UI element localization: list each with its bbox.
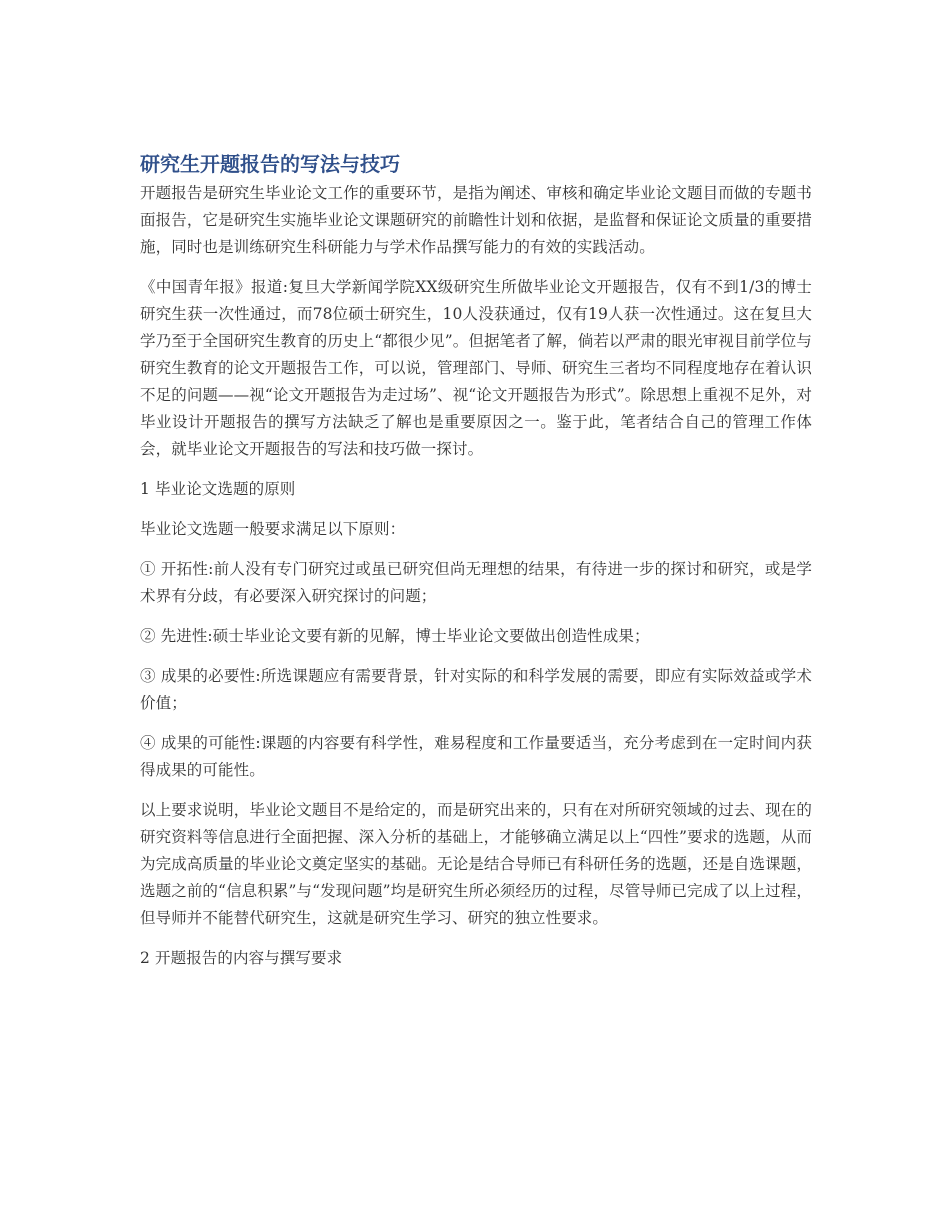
summary-paragraph: 以上要求说明，毕业论文题目不是给定的，而是研究出来的，只有在对所研究领域的过去、现在的研究资料等信息进行全面把握、深入分析的基础上，才能够确立满足以上“四性”要求的选题，从而为完成高质量的毕业论文奠定坚实的基础。无论是结合导师已有科研任务的选题，还是自选课题，选题之前的“信息积累”与“发现问题”均是研究生所必须经历的过程，尽管导师已完成了以上过程，但导师并不能替代研究生，这就是研究生学习、研究的独立性要求。	[140, 801, 812, 927]
section-heading-2: 2 开题报告的内容与撰写要求	[140, 949, 343, 967]
principles-intro: 毕业论文选题一般要求满足以下原则：	[140, 520, 406, 538]
section-heading-1: 1 毕业论文选题的原则	[140, 480, 296, 498]
news-report-paragraph: 《中国青年报》报道:复旦大学新闻学院XX级研究生所做毕业论文开题报告，仅有不到1/3的博士研究生获一次性通过，而78位硕士研究生，10人没获通过，仅有19人获一次性通过。这在复旦大学乃至于全国研究生教育的历史上“都很少见”。但据笔者了解，倘若以严肃的眼光审视目前学位与研究生教育的论文开题报告工作，可以说，管理部门、导师、研究生三者均不同程度地存在着认识不足的问题——视“论文开题报告为走过场”、视“论文开题报告为形式”。除思想上重视不足外，对毕业设计开题报告的撰写方法缺乏了解也是重要原因之一。鉴于此，笔者结合自己的管理工作体会，就毕业论文开题报告的写法和技巧做一探讨。	[140, 278, 812, 458]
document-page	[140, 150, 812, 985]
principle-item-4: ④ 成果的可能性:课题的内容要有科学性，难易程度和工作量要适当，充分考虑到在一定时间内获得成果的可能性。	[140, 734, 812, 779]
principle-item-1: ① 开拓性:前人没有专门研究过或虽已研究但尚无理想的结果，有待进一步的探讨和研究，或是学术界有分歧，有必要深入研究探讨的问题；	[140, 560, 812, 605]
principle-item-2: ② 先进性:硕士毕业论文要有新的见解，博士毕业论文要做出创造性成果；	[140, 627, 650, 645]
intro-paragraph: 开题报告是研究生毕业论文工作的重要环节，是指为阐述、审核和确定毕业论文题目而做的专题书面报告，它是研究生实施毕业论文课题研究的前瞻性计划和依据，是监督和保证论文质量的重要措施，同时也是训练研究生科研能力与学术作品撰写能力的有效的实践活动。	[140, 184, 812, 256]
principle-item-3: ③ 成果的必要性:所选课题应有需要背景，针对实际的和科学发展的需要，即应有实际效益或学术价值；	[140, 667, 812, 712]
document-title: 研究生开题报告的写法与技巧	[140, 152, 400, 176]
